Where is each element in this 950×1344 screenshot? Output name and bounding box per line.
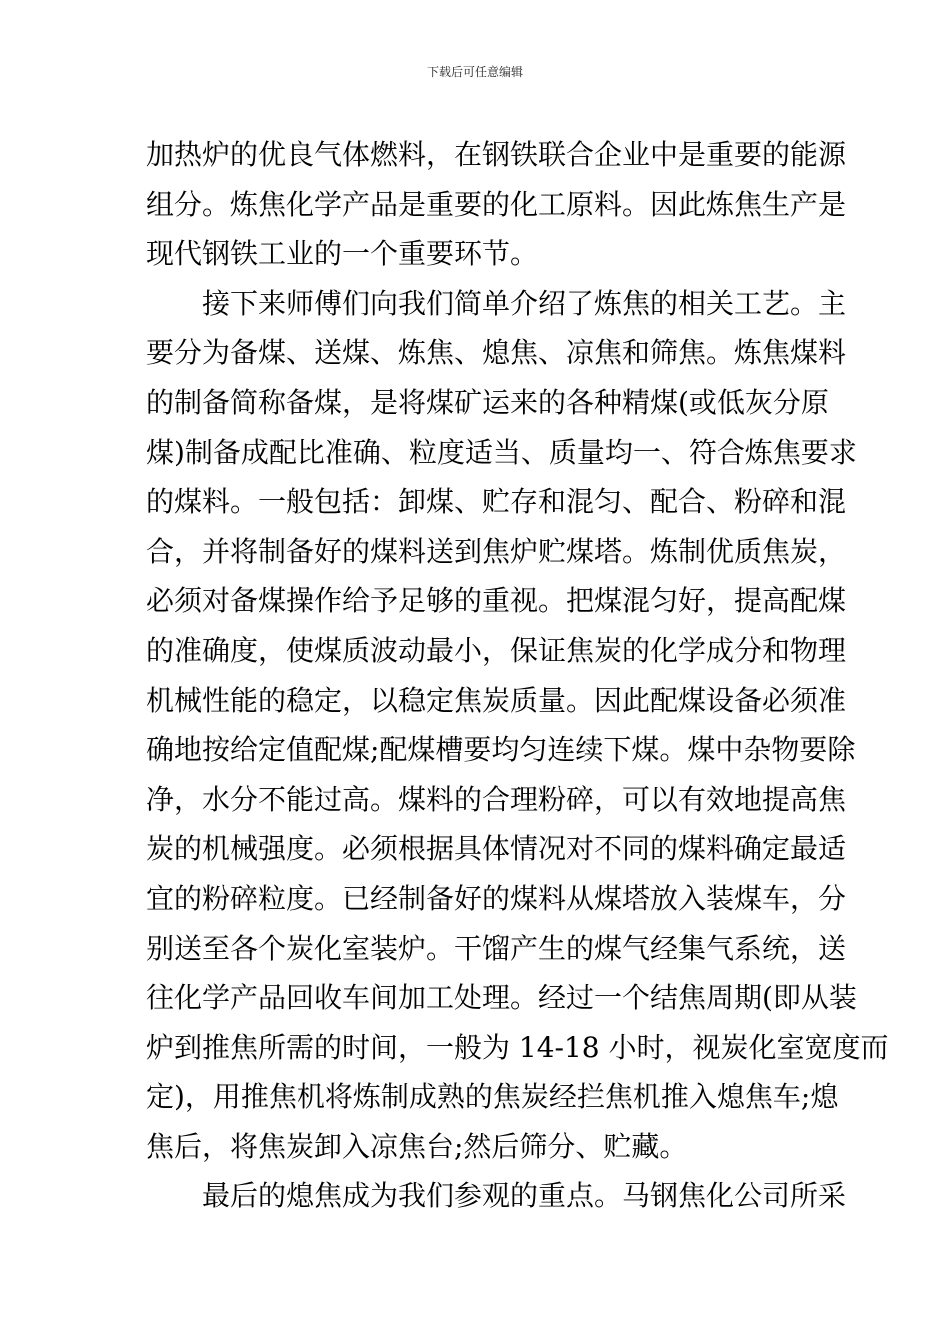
- text-line: 要分为备煤、送煤、炼焦、熄焦、凉焦和筛焦。炼焦煤料: [146, 336, 847, 370]
- text-line: 净，水分不能过高。煤料的合理粉碎，可以有效地提高焦: [146, 782, 847, 816]
- text-line: 定)，用推焦机将炼制成熟的焦炭经拦焦机推入熄焦车;熄: [146, 1080, 839, 1114]
- text-line: 煤)制备成配比准确、粒度适当、质量均一、符合炼焦要求: [146, 435, 857, 469]
- text-line: 别送至各个炭化室装炉。干馏产生的煤气经集气系统，送: [146, 931, 847, 965]
- text-line: 必须对备煤操作给予足够的重视。把煤混匀好，提高配煤: [146, 584, 847, 618]
- text-line: 焦后，将焦炭卸入凉焦台;然后筛分、贮藏。: [146, 1129, 688, 1163]
- text-line: 现代钢铁工业的一个重要环节。: [146, 237, 539, 271]
- text-line: 往化学产品回收车间加工处理。经过一个结焦周期(即从装: [146, 981, 857, 1015]
- page-header: 下载后可任意编辑: [426, 65, 523, 79]
- document-body: [146, 130, 889, 1221]
- text-line: 的煤料。一般包括：卸煤、贮存和混匀、配合、粉碎和混: [146, 485, 847, 519]
- text-line: 炉到推焦所需的时间，一般为 14-18 小时，视炭化室宽度而: [146, 1030, 889, 1064]
- text-line: 宜的粉碎粒度。已经制备好的煤料从煤塔放入装煤车，分: [146, 881, 847, 915]
- text-line: 的准确度，使煤质波动最小，保证焦炭的化学成分和物理: [146, 633, 847, 667]
- text-line: 合，并将制备好的煤料送到焦炉贮煤塔。炼制优质焦炭，: [146, 534, 847, 568]
- text-line: 机械性能的稳定，以稳定焦炭质量。因此配煤设备必须准: [146, 683, 847, 717]
- text-line: 确地按给定值配煤;配煤槽要均匀连续下煤。煤中杂物要除: [146, 733, 856, 767]
- text-line: 加热炉的优良气体燃料，在钢铁联合企业中是重要的能源: [146, 138, 847, 171]
- paragraph-first-line: 接下来师傅们向我们简单介绍了炼焦的相关工艺。主: [202, 286, 847, 320]
- text-line: 的制备简称备煤，是将煤矿运来的各种精煤(或低灰分原: [146, 385, 829, 419]
- text-line: 炭的机械强度。必须根据具体情况对不同的煤料确定最适: [146, 832, 847, 866]
- text-line: 组分。炼焦化学产品是重要的化工原料。因此炼焦生产是: [146, 187, 847, 221]
- paragraph-first-line: 最后的熄焦成为我们参观的重点。马钢焦化公司所采: [202, 1179, 847, 1213]
